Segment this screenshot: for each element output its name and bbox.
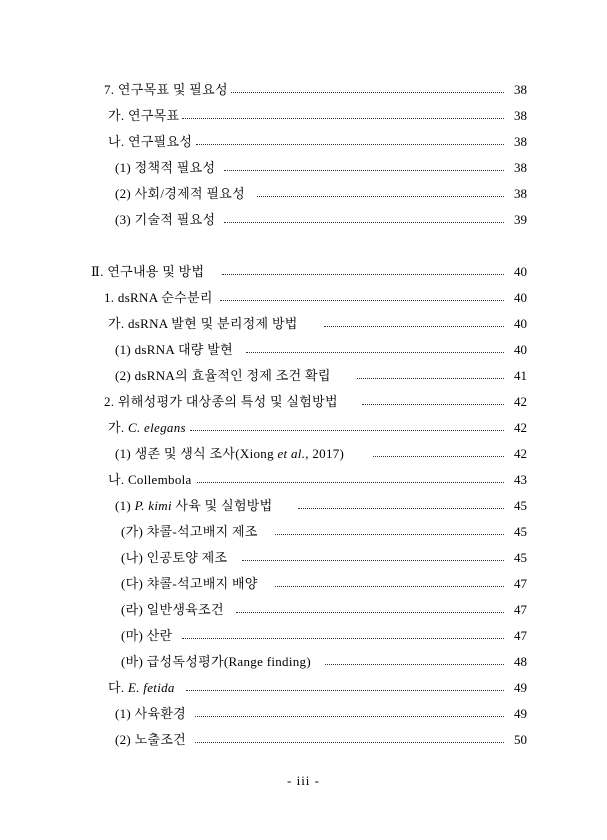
dot-leader — [182, 638, 504, 639]
entry-suffix: 사육 및 실험방법 — [171, 498, 273, 513]
toc-entry-page: 47 — [514, 628, 527, 643]
toc-entry-title: (1) 정책적 필요성 — [115, 157, 218, 179]
toc-entry[interactable] — [0, 521, 607, 543]
toc-entry-page: 38 — [514, 82, 527, 97]
toc-entry-title: (바) 급성독성평가(Range finding) — [121, 651, 314, 673]
species-name: C. elegans — [127, 420, 186, 435]
dot-leader — [373, 456, 504, 457]
toc-entry-title: (3) 기술적 필요성 — [115, 209, 218, 231]
toc-entry-page: 45 — [514, 524, 527, 539]
toc-entry-page: 39 — [514, 212, 527, 227]
toc-entry-title: 나. 연구필요성 — [108, 131, 195, 153]
toc-entry-title — [108, 417, 189, 439]
toc-entry[interactable] — [0, 417, 607, 439]
toc-entry-page: 41 — [514, 368, 527, 383]
entry-prefix: 다. — [108, 680, 128, 695]
toc-entry-title: (2) 사회/경제적 필요성 — [115, 183, 248, 205]
toc-entry-page: 47 — [514, 602, 527, 617]
toc-entry-title: 7. 연구목표 및 필요성 — [104, 79, 231, 101]
toc-entry-page: 38 — [514, 160, 527, 175]
dot-leader — [257, 196, 504, 197]
entry-prefix: 가. — [108, 420, 128, 435]
dot-leader — [298, 508, 504, 509]
toc-entry-page: 38 — [514, 108, 527, 123]
toc-entry-title: (다) 챠콜-석고배지 배양 — [121, 573, 261, 595]
entry-prefix: (1) 생존 및 생식 조사(Xiong — [115, 446, 278, 461]
dot-leader — [195, 742, 504, 743]
toc-entry-title: (2) dsRNA의 효율적인 정제 조건 확립 — [115, 365, 334, 387]
toc-entry[interactable] — [0, 131, 607, 153]
toc-entry[interactable] — [0, 443, 607, 465]
dot-leader — [195, 716, 504, 717]
dot-leader — [186, 690, 504, 691]
toc-entry[interactable] — [0, 365, 607, 387]
toc-entry-title: 2. 위해성평가 대상종의 특성 및 실험방법 — [104, 391, 341, 413]
dot-leader — [357, 378, 504, 379]
dot-leader — [197, 482, 504, 483]
toc-entry-title: (라) 일반생육조건 — [121, 599, 227, 621]
toc-entry[interactable] — [0, 183, 607, 205]
toc-entry-page: 38 — [514, 186, 527, 201]
dot-leader — [224, 222, 504, 223]
toc-entry[interactable] — [0, 209, 607, 231]
dot-leader — [224, 170, 504, 171]
toc-entry-page: 40 — [514, 316, 527, 331]
dot-leader — [190, 430, 504, 431]
toc-entry-page: 40 — [514, 342, 527, 357]
toc-entry[interactable] — [0, 105, 607, 127]
dot-leader — [275, 586, 504, 587]
entry-prefix: (1) — [115, 498, 135, 513]
toc-entry[interactable] — [0, 391, 607, 413]
toc-entry[interactable] — [0, 157, 607, 179]
dot-leader — [242, 560, 504, 561]
species-name: P. kimi — [134, 498, 172, 513]
toc-entry-page: 42 — [514, 446, 527, 461]
toc-entry[interactable] — [0, 651, 607, 673]
dot-leader — [220, 92, 504, 93]
toc-entry-page: 49 — [514, 706, 527, 721]
toc-entry[interactable] — [0, 261, 607, 283]
toc-entry[interactable] — [0, 729, 607, 751]
toc-entry-title: (마) 산란 — [121, 625, 175, 647]
toc-entry-page: 45 — [514, 498, 527, 513]
dot-leader — [325, 664, 504, 665]
toc-entry-page: 49 — [514, 680, 527, 695]
toc-entry-page: 40 — [514, 264, 527, 279]
toc-entry-title — [115, 443, 347, 465]
toc-entry-title — [115, 495, 276, 517]
dot-leader — [236, 612, 504, 613]
dot-leader — [222, 274, 504, 275]
toc-entry[interactable] — [0, 703, 607, 725]
toc-entry[interactable] — [0, 339, 607, 361]
toc-entry-page: 50 — [514, 732, 527, 747]
toc-entry-title: 가. 연구목표 — [108, 105, 182, 127]
toc-entry-title — [108, 677, 178, 699]
toc-entry-page: 45 — [514, 550, 527, 565]
toc-entry-page: 43 — [514, 472, 527, 487]
toc-entry-page: 48 — [514, 654, 527, 669]
toc-entry-title: (1) dsRNA 대량 발현 — [115, 339, 236, 361]
page-number-footer: - iii - — [287, 773, 320, 788]
entry-suffix: , 2017) — [305, 446, 345, 461]
toc-entry[interactable] — [0, 677, 607, 699]
dot-leader — [196, 144, 504, 145]
species-name: E. fetida — [127, 680, 175, 695]
toc-entry[interactable] — [0, 547, 607, 569]
toc-entry[interactable] — [0, 79, 607, 101]
dot-leader — [324, 326, 504, 327]
toc-entry[interactable] — [0, 573, 607, 595]
toc-entry-page: 38 — [514, 134, 527, 149]
dot-leader — [246, 352, 504, 353]
toc-entry[interactable] — [0, 599, 607, 621]
citation-etal: et al. — [277, 446, 306, 461]
dot-leader — [220, 300, 504, 301]
toc-entry-title: (2) 노출조건 — [115, 729, 189, 751]
dot-leader — [275, 534, 504, 535]
toc-entry[interactable] — [0, 495, 607, 517]
toc-entry-page: 47 — [514, 576, 527, 591]
toc-entry-page: 42 — [514, 420, 527, 435]
dot-leader — [362, 404, 504, 405]
toc-entry-title: 나. Collembola — [108, 469, 195, 491]
toc-entry-title: 1. dsRNA 순수분리 — [104, 287, 216, 309]
dot-leader — [182, 118, 504, 119]
toc-entry[interactable] — [0, 469, 607, 491]
toc-entry-title: (가) 챠콜-석고배지 제조 — [121, 521, 261, 543]
toc-entry[interactable] — [0, 625, 607, 647]
toc-entry[interactable] — [0, 287, 607, 309]
toc-entry-page: 42 — [514, 394, 527, 409]
toc-entry-page: 40 — [514, 290, 527, 305]
toc-entry-title: (1) 사육환경 — [115, 703, 189, 725]
toc-entry-title: (나) 인공토양 제조 — [121, 547, 230, 569]
toc-entry-title: 가. dsRNA 발현 및 분리정제 방법 — [108, 313, 301, 335]
toc-entry[interactable] — [0, 313, 607, 335]
toc-entry-title: Ⅱ. 연구내용 및 방법 — [91, 261, 207, 283]
